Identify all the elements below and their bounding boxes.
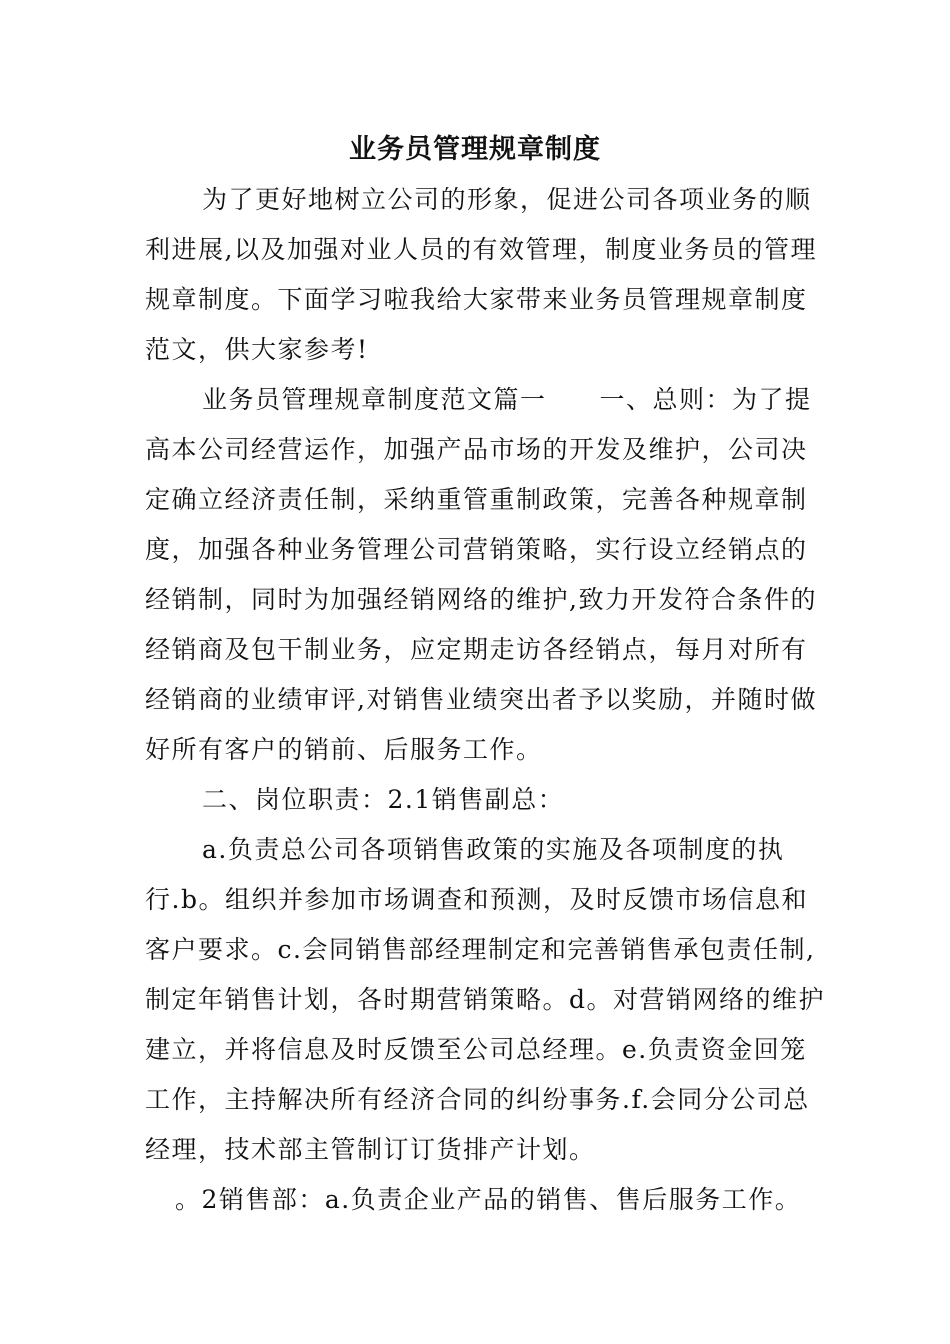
paragraph-line: 利进展,以及加强对业人员的有效管理，制度业务员的管理 xyxy=(145,235,817,264)
paragraph-line: 。2销售部：a.负责企业产品的销售、售后服务工作。 xyxy=(175,1185,802,1214)
paragraph-line: 经销商及包干制业务，应定期走访各经销点，每月对所有 xyxy=(145,635,808,664)
paragraph-line: 为了更好地树立公司的形象，促进公司各项业务的顺 xyxy=(202,185,812,214)
paragraph-line: 好所有客户的销前、后服务工作。 xyxy=(145,735,543,764)
paragraph-line: 工作，主持解决所有经济合同的纠纷事务.f.会同分公司总 xyxy=(145,1085,810,1114)
paragraph-line: a.负责总公司各项销售政策的实施及各项制度的执 xyxy=(202,835,785,864)
paragraph-line: 经销商的业绩审评,对销售业绩突出者予以奖励，并随时做 xyxy=(145,685,817,714)
paragraph-line: 度，加强各种业务管理公司营销策略，实行设立经销点的 xyxy=(145,535,808,564)
document-title: 业务员管理规章制度 xyxy=(349,134,601,165)
paragraph-line: 经销制，同时为加强经销网络的维护,致力开发符合条件的 xyxy=(145,585,817,614)
paragraph-line: 规章制度。下面学习啦我给大家带来业务员管理规章制度 xyxy=(145,285,808,314)
paragraph-line: 定确立经济责任制，采纳重管重制政策，完善各种规章制 xyxy=(145,485,808,514)
paragraph-line: 制定年销售计划，各时期营销策略。d。对营销网络的维护 xyxy=(145,985,826,1014)
section-heading-line: 二、岗位职责：2.1销售副总： xyxy=(202,785,565,814)
paragraph-line: 高本公司经营运作，加强产品市场的开发及维护，公司决 xyxy=(145,435,808,464)
paragraph-line: 客户要求。c.会同销售部经理制定和完善销售承包责任制, xyxy=(145,935,816,964)
paragraph-line: 业务员管理规章制度范文篇一 一、总则：为了提 xyxy=(202,385,812,414)
paragraph-line: 经理，技术部主管制订订货排产计划。 xyxy=(145,1135,596,1164)
paragraph-line: 行.b。组织并参加市场调查和预测，及时反馈市场信息和 xyxy=(145,885,808,914)
paragraph-line: 范文，供大家参考! xyxy=(145,335,369,364)
paragraph-line: 建立，并将信息及时反馈至公司总经理。e.负责资金回笼 xyxy=(145,1035,807,1064)
